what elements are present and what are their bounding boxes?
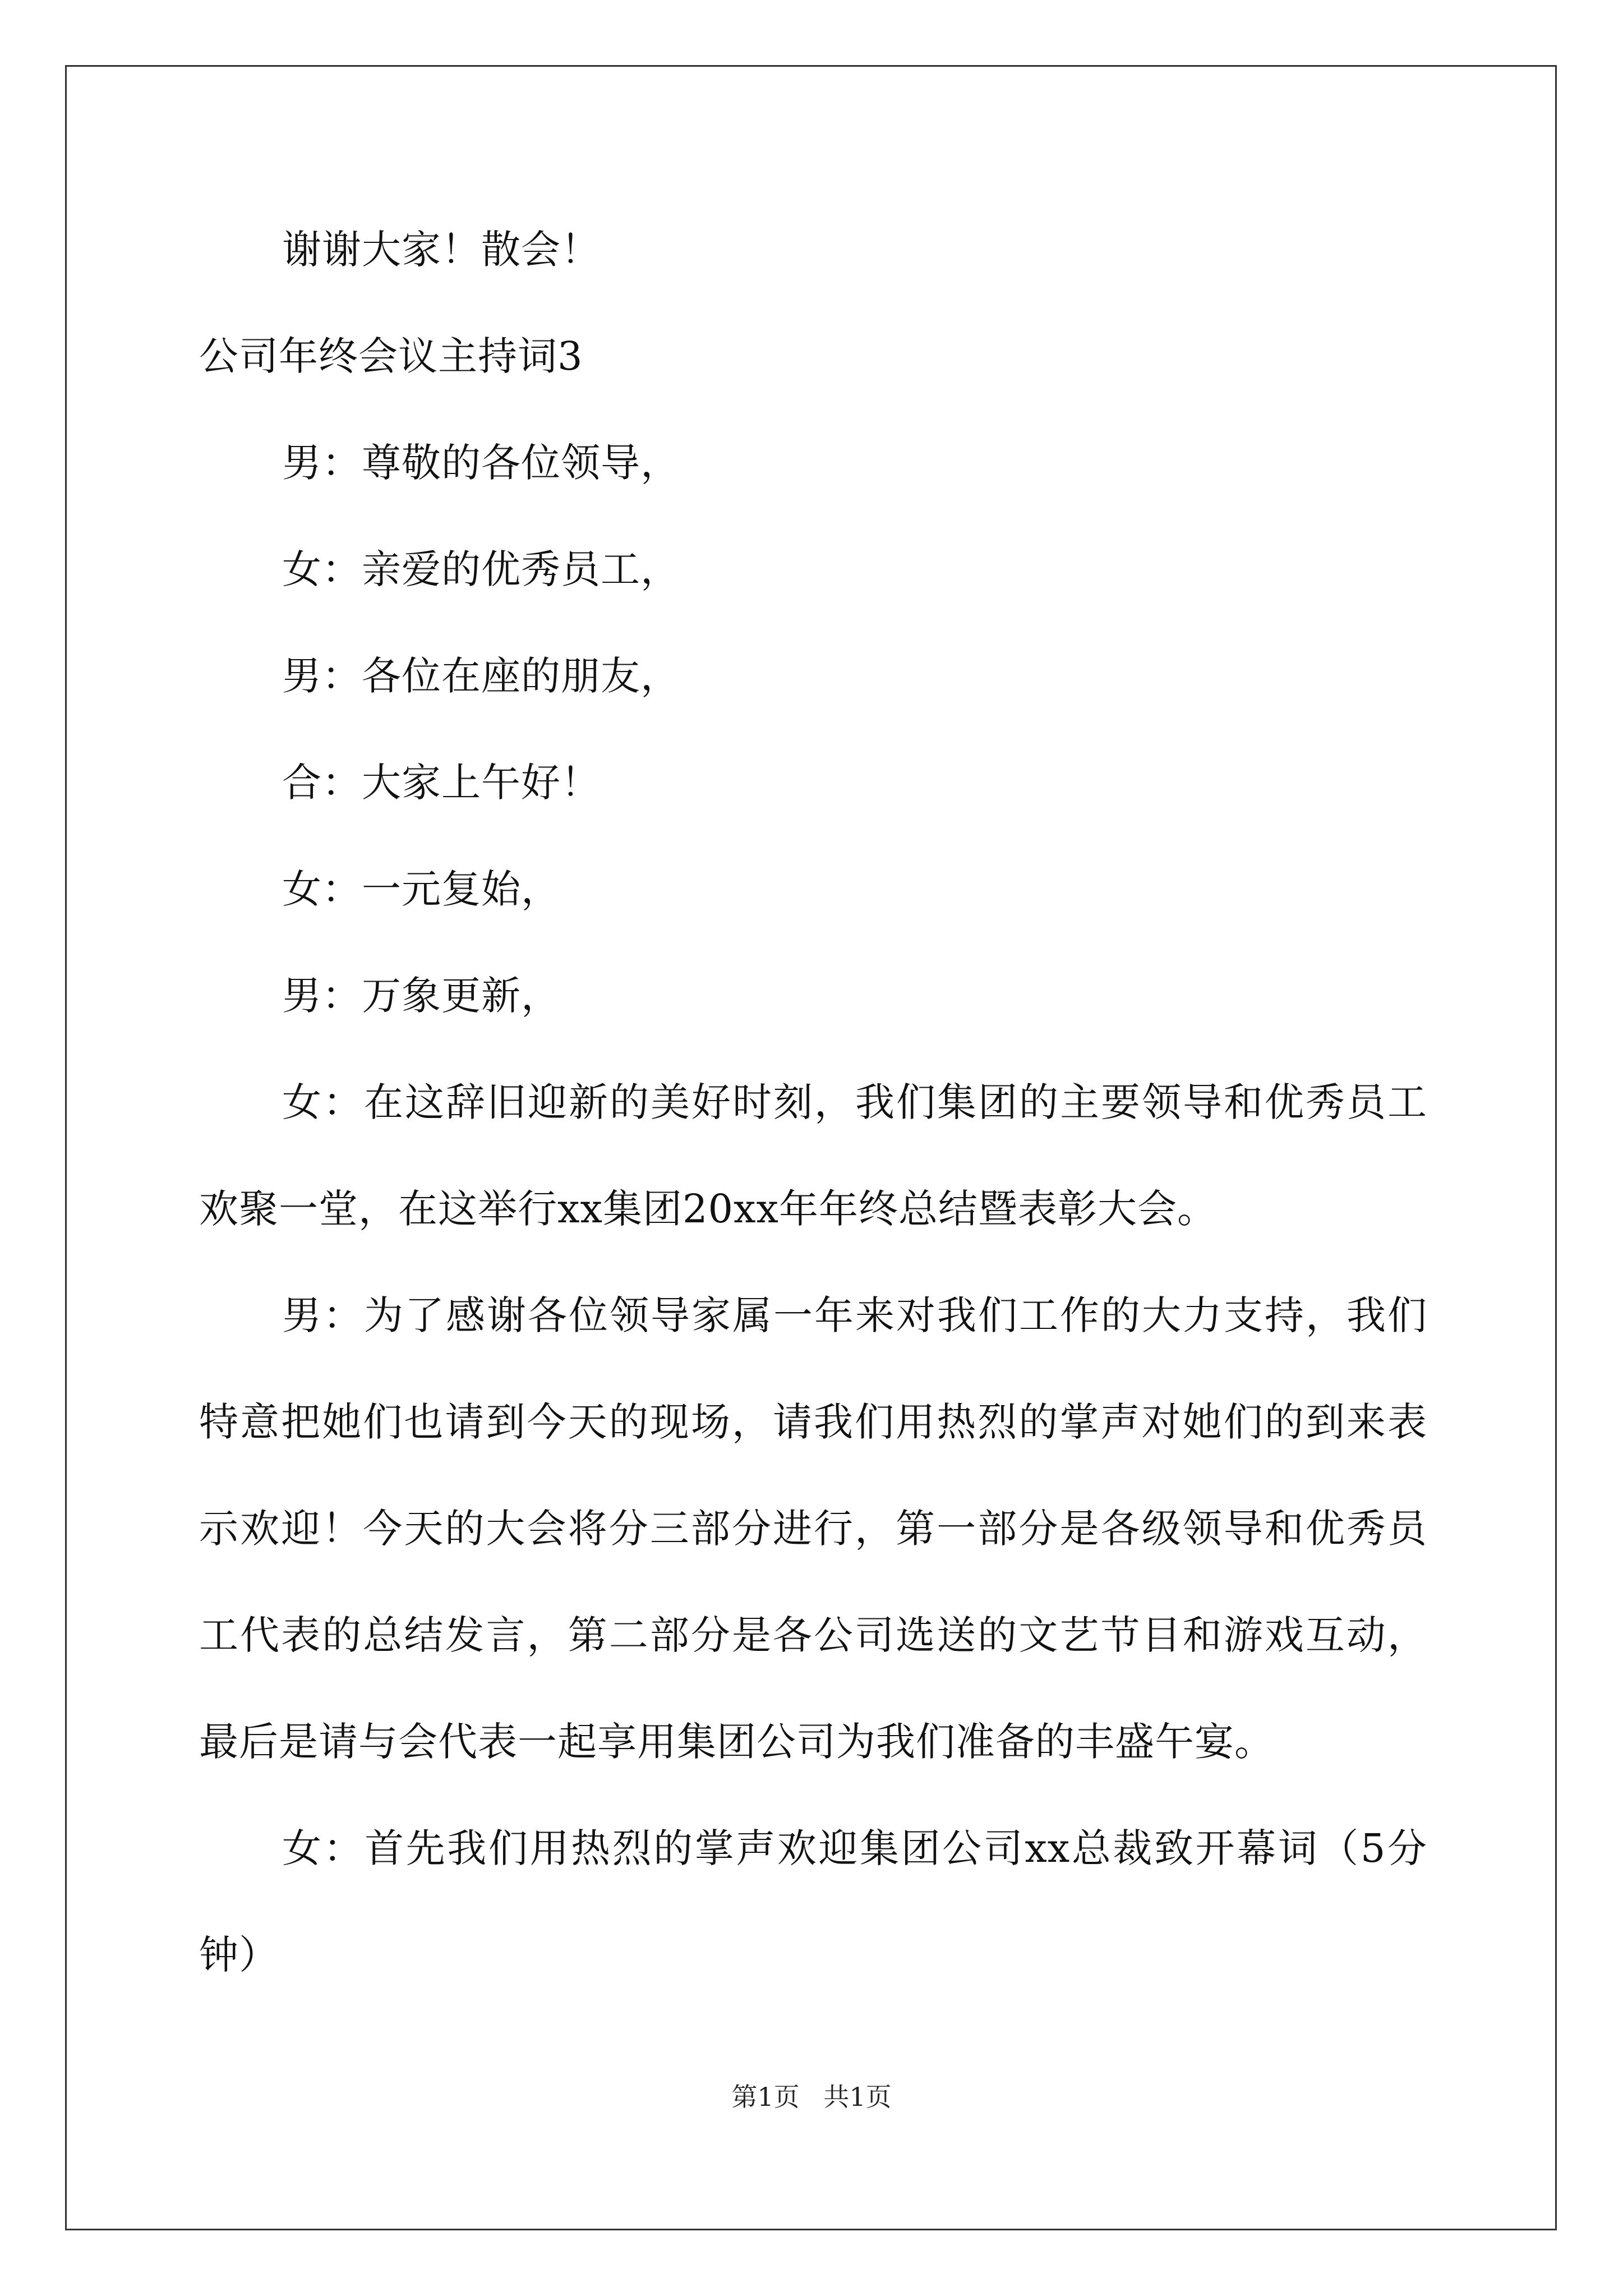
paragraph-line: 钟）: [199, 1932, 279, 1978]
paragraph-line: 工代表的总结发言，第二部分是各公司选送的文艺节目和游戏互动，: [199, 1612, 1427, 1658]
paragraph-line: 特意把她们也请到今天的现场，请我们用热烈的掌声对她们的到来表: [199, 1399, 1427, 1445]
paragraph-line: 男：万象更新，: [282, 973, 561, 1019]
paragraph-line: 合：大家上午好！: [282, 760, 601, 806]
paragraph-line: 女：在这辞旧迎新的美好时刻，我们集团的主要领导和优秀员工: [282, 1079, 1427, 1125]
section-heading: 公司年终会议主持词3: [199, 333, 583, 379]
paragraph-line: 男：为了感谢各位领导家属一年来对我们工作的大力支持，我们: [282, 1292, 1427, 1338]
paragraph-line: 男：各位在座的朋友，: [282, 653, 680, 699]
paragraph-line: 男：尊敬的各位领导，: [282, 440, 680, 486]
paragraph-line: 欢聚一堂，在这举行xx集团20xx年年终总结暨表彰大会。: [199, 1186, 1217, 1232]
paragraph-line: 女：首先我们用热烈的掌声欢迎集团公司xx总裁致开幕词（5分: [282, 1825, 1427, 1871]
paragraph-line: 示欢迎！今天的大会将分三部分进行，第一部分是各级领导和优秀员: [199, 1506, 1427, 1552]
page-border: [65, 65, 1557, 2230]
closing-line: 谢谢大家！散会！: [282, 227, 601, 273]
page-total: 共1页: [823, 2082, 892, 2112]
paragraph-line: 最后是请与会代表一起享用集团公司为我们准备的丰盛午宴。: [199, 1719, 1274, 1765]
paragraph-line: 女：亲爱的优秀员工，: [282, 546, 680, 592]
page-number: 第1页: [731, 2082, 800, 2112]
page-footer: [0, 2080, 1623, 2114]
paragraph-line: 女：一元复始，: [282, 866, 561, 912]
